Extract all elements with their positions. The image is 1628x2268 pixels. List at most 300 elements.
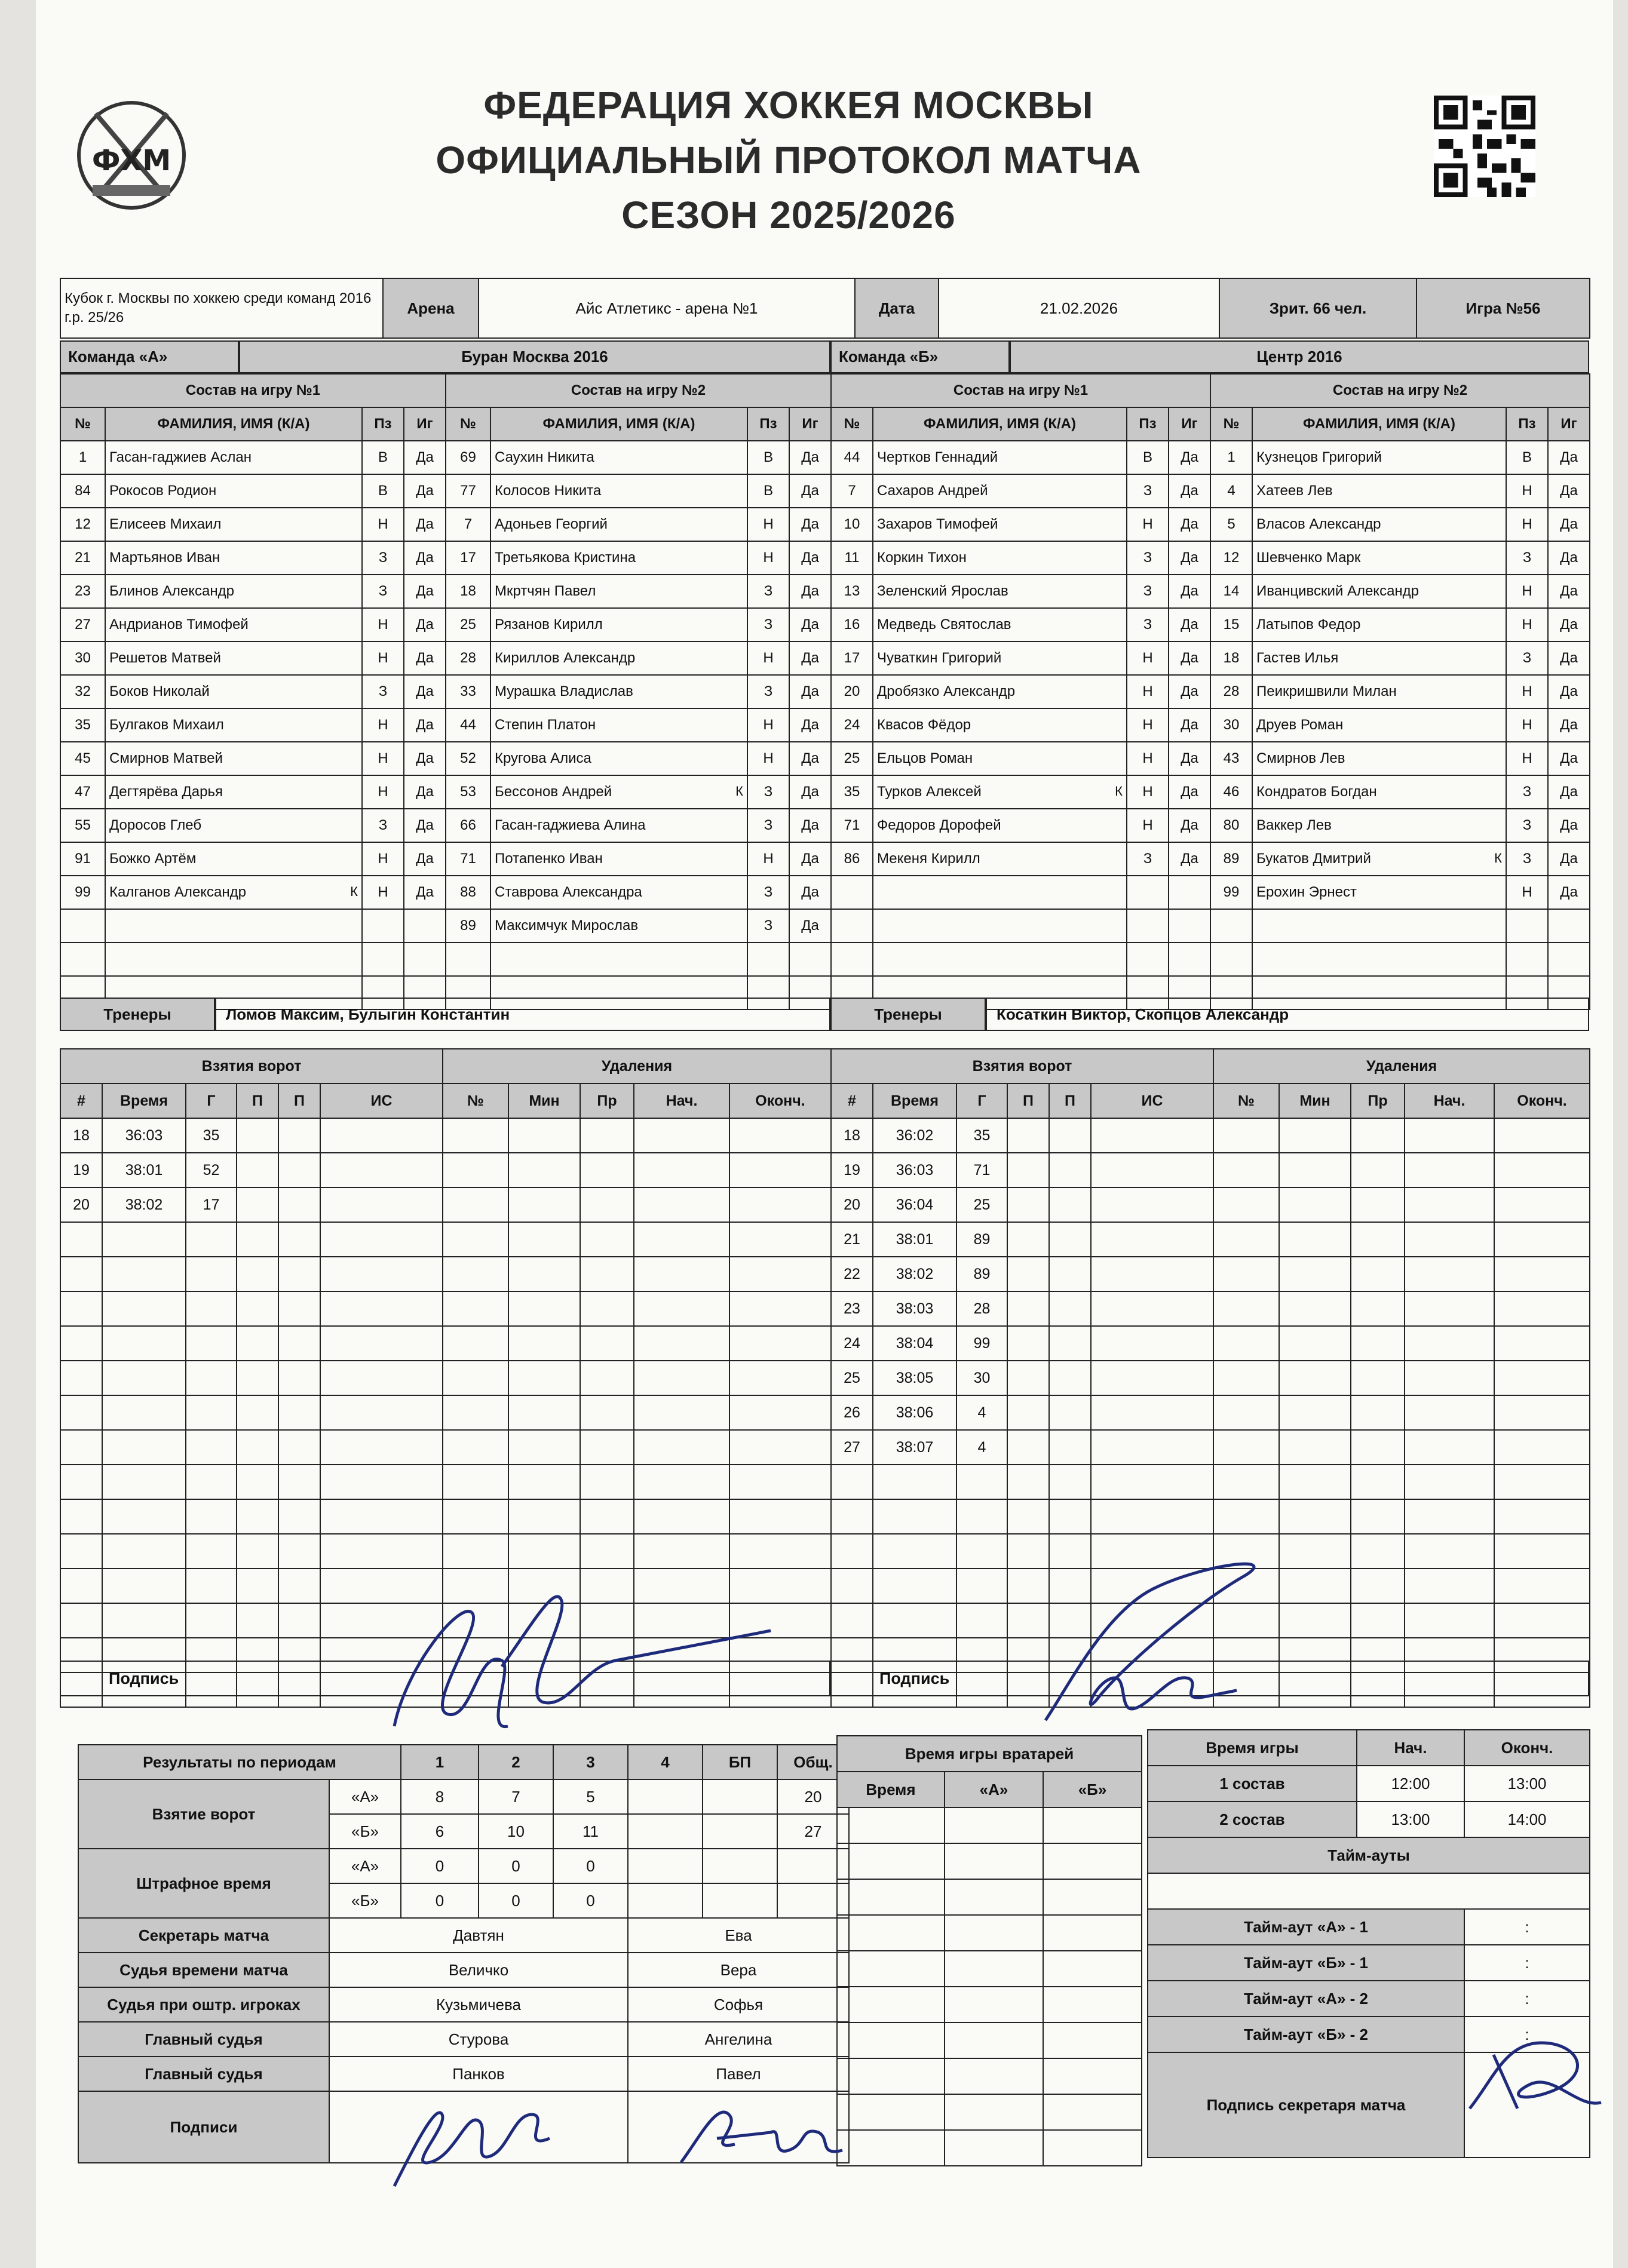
player-position: Н xyxy=(362,642,404,675)
penalty-cell xyxy=(1494,1326,1590,1361)
goalie-time-cell xyxy=(1043,1807,1142,1843)
penalty-cell xyxy=(1213,1395,1279,1430)
goalie-time-cell xyxy=(837,2023,945,2058)
penalty-cell xyxy=(729,1257,831,1291)
table-row xyxy=(1213,1430,1590,1465)
player-played: Да xyxy=(789,608,831,642)
goal-num xyxy=(831,1603,873,1638)
goal-is xyxy=(320,1465,443,1499)
penalty-cell xyxy=(1405,1465,1494,1499)
player-number: 21 xyxy=(60,541,105,575)
player-number xyxy=(831,909,873,943)
player-number: 89 xyxy=(1210,842,1252,876)
results-title: Результаты по периодам xyxy=(78,1745,401,1779)
player-name xyxy=(873,708,1127,742)
team-b-line-1-header-name: ФАМИЛИЯ, ИМЯ (К/А) xyxy=(873,407,1127,441)
goal-g: 35 xyxy=(956,1118,1007,1153)
team-a-roster-1 xyxy=(60,373,446,1010)
table-row xyxy=(60,608,446,642)
table-row xyxy=(60,1603,443,1638)
player-position: Н xyxy=(1506,876,1548,909)
table-row xyxy=(837,1879,1142,1915)
table-row xyxy=(1213,1153,1590,1187)
player-name-text: Кондратов Богдан xyxy=(1256,784,1377,800)
team-a-goals-header-is: ИС xyxy=(320,1084,443,1118)
goal-num xyxy=(60,1603,102,1638)
player-position: З xyxy=(747,675,789,708)
team-a-penalties-header-start: Нач. xyxy=(634,1084,729,1118)
player-position: З xyxy=(362,675,404,708)
goal-num: 27 xyxy=(831,1430,873,1465)
player-name xyxy=(490,775,747,809)
player-position xyxy=(1506,909,1548,943)
player-name-text: Букатов Дмитрий xyxy=(1256,851,1371,867)
team-b-roster-1 xyxy=(830,373,1211,1010)
penalty-cell xyxy=(1351,1187,1405,1222)
goal-num xyxy=(60,1326,102,1361)
player-number xyxy=(831,943,873,976)
table-row xyxy=(831,1153,1213,1187)
player-played: Да xyxy=(1169,708,1210,742)
player-position xyxy=(1127,909,1169,943)
player-name-text: Колосов Никита xyxy=(495,483,602,499)
goal-is xyxy=(320,1361,443,1395)
timeouts-blank xyxy=(1148,1873,1590,1909)
player-position: В xyxy=(747,474,789,508)
player-name xyxy=(105,708,362,742)
player-position: З xyxy=(1127,541,1169,575)
goal-a1 xyxy=(1007,1257,1049,1291)
player-position xyxy=(1127,876,1169,909)
table-row xyxy=(60,1291,443,1326)
player-played: Да xyxy=(1169,474,1210,508)
penalty-cell xyxy=(1279,1257,1351,1291)
player-position: Н xyxy=(1506,708,1548,742)
goal-is xyxy=(1091,1187,1213,1222)
penalty-cell xyxy=(1279,1499,1351,1534)
goal-a2 xyxy=(278,1326,320,1361)
penalty-cell xyxy=(729,1222,831,1257)
table-row xyxy=(831,708,1210,742)
table-row xyxy=(831,1361,1213,1395)
table-row xyxy=(443,1222,831,1257)
player-number: 13 xyxy=(831,575,873,608)
penalty-cell xyxy=(1351,1395,1405,1430)
player-number: 32 xyxy=(60,675,105,708)
player-played: Да xyxy=(404,742,446,775)
goalie-time-cell xyxy=(837,2130,945,2166)
penalty-cell xyxy=(729,1326,831,1361)
goal-a2 xyxy=(278,1187,320,1222)
player-number: 18 xyxy=(1210,642,1252,675)
player-name-text: Божко Артём xyxy=(109,851,197,867)
player-played: Да xyxy=(1169,742,1210,775)
team-a-line-1-header-pos: Пз xyxy=(362,407,404,441)
penalty-cell xyxy=(1405,1534,1494,1569)
player-number: 12 xyxy=(60,508,105,541)
player-name-text: Адоньев Георгий xyxy=(495,516,608,532)
player-played: Да xyxy=(404,508,446,541)
table-row xyxy=(1210,943,1590,976)
team-b-roster-2 xyxy=(1210,373,1590,1010)
table-row xyxy=(60,474,446,508)
goal-g xyxy=(956,1499,1007,1534)
player-played: Да xyxy=(1548,842,1590,876)
player-number: 99 xyxy=(60,876,105,909)
team-a-signature-label: Подпись xyxy=(109,1669,179,1687)
penalty-cell xyxy=(634,1499,729,1534)
penalty-cell xyxy=(1351,1465,1405,1499)
table-row xyxy=(60,775,446,809)
goalie-time-cell xyxy=(945,2094,1043,2130)
goal-time: 38:01 xyxy=(102,1153,186,1187)
table-row xyxy=(443,1430,831,1465)
pim-b-p3: 0 xyxy=(553,1883,628,1918)
player-position: В xyxy=(362,441,404,474)
table-row xyxy=(60,876,446,909)
goal-num xyxy=(831,1534,873,1569)
player-name xyxy=(105,541,362,575)
team-a-penalties-header-reason: Пр xyxy=(580,1084,634,1118)
goals-a-p2: 7 xyxy=(479,1779,553,1814)
goal-num: 26 xyxy=(831,1395,873,1430)
goal-is xyxy=(1091,1395,1213,1430)
table-row xyxy=(443,1499,831,1534)
team-a-label: Команда «А» xyxy=(60,340,239,373)
penalty-cell xyxy=(1213,1465,1279,1499)
player-played: Да xyxy=(789,708,831,742)
secretary-signature-box[interactable] xyxy=(1464,2052,1590,2157)
pim-a-p4 xyxy=(628,1849,703,1883)
goals-b-p4 xyxy=(628,1814,703,1849)
goal-time xyxy=(873,1499,956,1534)
goal-time xyxy=(102,1291,186,1326)
goal-is xyxy=(320,1187,443,1222)
goal-a1 xyxy=(1007,1465,1049,1499)
goal-g xyxy=(186,1534,237,1569)
goal-g xyxy=(956,1465,1007,1499)
table-row xyxy=(1213,1222,1590,1257)
team-b-name: Центр 2016 xyxy=(1010,340,1589,373)
team-a-line-1-header-played: Иг xyxy=(404,407,446,441)
goal-time xyxy=(873,1569,956,1603)
player-position: Н xyxy=(362,876,404,909)
captain-mark: К xyxy=(1115,784,1123,799)
goals-b-p3: 11 xyxy=(553,1814,628,1849)
penalty-cell xyxy=(1494,1534,1590,1569)
player-name-text: Ельцов Роман xyxy=(877,750,973,766)
table-row xyxy=(446,876,831,909)
penalty-cell xyxy=(1213,1187,1279,1222)
goal-is xyxy=(320,1569,443,1603)
player-name xyxy=(873,474,1127,508)
player-played: Да xyxy=(1169,541,1210,575)
player-played: Да xyxy=(1169,508,1210,541)
penalty-cell xyxy=(1351,1499,1405,1534)
goal-num: 19 xyxy=(831,1153,873,1187)
table-row xyxy=(60,675,446,708)
goalie-time-cell xyxy=(1043,2130,1142,2166)
table-row xyxy=(831,575,1210,608)
table-row xyxy=(1210,909,1590,943)
player-played: Да xyxy=(1548,876,1590,909)
fhm-logo xyxy=(72,96,191,215)
goal-is xyxy=(320,1395,443,1430)
goals-b-total: 27 xyxy=(777,1814,849,1849)
goal-is xyxy=(320,1257,443,1291)
table-row xyxy=(831,608,1210,642)
team-b-goals-header-g: Г xyxy=(956,1084,1007,1118)
player-number: 14 xyxy=(1210,575,1252,608)
player-number: 25 xyxy=(831,742,873,775)
table-row xyxy=(837,2094,1142,2130)
penalty-cell xyxy=(634,1465,729,1499)
goalie-time-cell xyxy=(837,1915,945,1951)
goal-a2 xyxy=(278,1569,320,1603)
referee-signature-1[interactable] xyxy=(329,2091,628,2163)
penalty-cell xyxy=(634,1569,729,1603)
team-a-penalties-title: Удаления xyxy=(443,1049,831,1084)
penalty-cell xyxy=(634,1361,729,1395)
penalty-cell xyxy=(508,1569,580,1603)
goalie-time-cell xyxy=(1043,1987,1142,2023)
goal-is xyxy=(1091,1291,1213,1326)
official-row xyxy=(78,2022,849,2057)
team-b-line-1-header-played: Иг xyxy=(1169,407,1210,441)
player-name-text: Смирнов Лев xyxy=(1256,750,1345,766)
penalty-cell xyxy=(508,1326,580,1361)
table-row xyxy=(831,876,1210,909)
player-name xyxy=(490,842,747,876)
penalty-cell xyxy=(729,1499,831,1534)
goal-num: 20 xyxy=(831,1187,873,1222)
goal-is xyxy=(320,1222,443,1257)
player-played: Да xyxy=(1548,742,1590,775)
goal-is xyxy=(320,1430,443,1465)
penalty-cell xyxy=(1405,1222,1494,1257)
player-name xyxy=(873,909,1127,943)
penalty-cell xyxy=(1279,1153,1351,1187)
line-2-start: 13:00 xyxy=(1357,1801,1464,1837)
pim-a-bp xyxy=(703,1849,777,1883)
player-name xyxy=(105,608,362,642)
team-b-coaches-label: Тренеры xyxy=(830,998,986,1031)
goal-a2 xyxy=(278,1395,320,1430)
title-line-3: СЕЗОН 2025/2026 xyxy=(621,194,956,237)
team-b-coaches xyxy=(830,998,1589,1031)
goal-a1 xyxy=(237,1291,278,1326)
player-played: Да xyxy=(1548,708,1590,742)
penalty-cell xyxy=(729,1187,831,1222)
goals-b-p1: 6 xyxy=(401,1814,479,1849)
player-name xyxy=(1252,742,1506,775)
team-b-penalties-header-reason: Пр xyxy=(1351,1084,1405,1118)
official-first-name: Ева xyxy=(628,1918,849,1953)
table-row xyxy=(446,742,831,775)
tournament-name: Кубок г. Москвы по хоккею среди команд 2016 г.р. 25/26 xyxy=(60,278,383,338)
team-b-line-1-header-num: № xyxy=(831,407,873,441)
player-name-text: Булгаков Михаил xyxy=(109,717,224,733)
table-row xyxy=(446,541,831,575)
player-played: Да xyxy=(404,809,446,842)
table-row xyxy=(831,742,1210,775)
player-played: Да xyxy=(404,642,446,675)
goalie-time-cell xyxy=(837,1843,945,1879)
player-number: 71 xyxy=(446,842,490,876)
player-position xyxy=(362,943,404,976)
penalty-cell xyxy=(1405,1603,1494,1638)
goal-num: 24 xyxy=(831,1326,873,1361)
goal-num xyxy=(60,1430,102,1465)
player-position: З xyxy=(747,608,789,642)
penalty-cell xyxy=(1213,1569,1279,1603)
table-row xyxy=(446,508,831,541)
table-row xyxy=(837,1843,1142,1879)
player-name-text: Бессонов Андрей xyxy=(495,784,612,800)
goal-time xyxy=(102,1499,186,1534)
pim-a-p3: 0 xyxy=(553,1849,628,1883)
player-name xyxy=(490,474,747,508)
goal-time: 36:03 xyxy=(102,1118,186,1153)
team-a-penalties-header-end: Оконч. xyxy=(729,1084,831,1118)
table-row xyxy=(60,1257,443,1291)
team-a-signature[interactable] xyxy=(60,1661,830,1696)
goal-time xyxy=(873,1603,956,1638)
player-number: 1 xyxy=(1210,441,1252,474)
goal-a2 xyxy=(1049,1153,1091,1187)
player-played: Да xyxy=(1548,809,1590,842)
table-row xyxy=(831,675,1210,708)
table-row xyxy=(60,1361,443,1395)
player-name-text: Мекеня Кирилл xyxy=(877,851,980,867)
player-position: З xyxy=(747,809,789,842)
team-a-penalties-header-min: Мин xyxy=(508,1084,580,1118)
player-name xyxy=(873,775,1127,809)
player-name xyxy=(490,575,747,608)
game-number: Игра №56 xyxy=(1417,278,1590,338)
player-name xyxy=(873,508,1127,541)
player-number: 18 xyxy=(446,575,490,608)
team-a-penalties-header-num: № xyxy=(443,1084,508,1118)
player-name-text: Третьякова Кристина xyxy=(495,550,636,566)
player-number: 45 xyxy=(60,742,105,775)
player-played: Да xyxy=(1548,474,1590,508)
penalty-cell xyxy=(1351,1603,1405,1638)
team-a-goals-title: Взятия ворот xyxy=(60,1049,443,1084)
goal-time xyxy=(102,1326,186,1361)
penalty-cell xyxy=(580,1499,634,1534)
game-time-end-col: Оконч. xyxy=(1464,1730,1590,1766)
player-name-text: Калганов Александр xyxy=(109,884,247,900)
penalty-cell xyxy=(634,1534,729,1569)
goal-a1 xyxy=(1007,1291,1049,1326)
table-row xyxy=(831,1499,1213,1534)
goal-a2 xyxy=(278,1153,320,1187)
referee-signature-2[interactable] xyxy=(628,2091,849,2163)
player-number: 44 xyxy=(446,708,490,742)
goal-a1 xyxy=(237,1465,278,1499)
penalty-cell xyxy=(1279,1118,1351,1153)
goal-g xyxy=(186,1326,237,1361)
player-name-text: Чертков Геннадий xyxy=(877,449,998,465)
player-name-text: Максимчук Мирослав xyxy=(495,917,639,934)
official-role: Главный судья xyxy=(78,2022,329,2057)
timeout-b-1-label: Тайм-аут «Б» - 1 xyxy=(1148,1945,1464,1981)
game-time-table xyxy=(1147,1729,1590,2158)
goal-is xyxy=(1091,1603,1213,1638)
player-played: Да xyxy=(1169,441,1210,474)
player-name-text: Андрианов Тимофей xyxy=(109,616,249,633)
team-b-signature[interactable] xyxy=(830,1661,1589,1696)
table-row xyxy=(1213,1257,1590,1291)
penalty-cell xyxy=(443,1118,508,1153)
table-row xyxy=(831,809,1210,842)
player-name xyxy=(105,876,362,909)
goal-is xyxy=(1091,1361,1213,1395)
player-number: 35 xyxy=(831,775,873,809)
goalie-time-cell xyxy=(945,2058,1043,2094)
player-number: 15 xyxy=(1210,608,1252,642)
table-row xyxy=(831,1118,1213,1153)
player-number: 28 xyxy=(1210,675,1252,708)
goal-is xyxy=(1091,1430,1213,1465)
table-row xyxy=(1213,1291,1590,1326)
player-played: Да xyxy=(1548,508,1590,541)
player-name xyxy=(490,742,747,775)
penalty-cell xyxy=(1213,1430,1279,1465)
table-row xyxy=(60,943,446,976)
penalty-cell xyxy=(1405,1326,1494,1361)
goal-a1 xyxy=(1007,1118,1049,1153)
timeout-b-1-value: : xyxy=(1464,1945,1590,1981)
penalty-cell xyxy=(580,1187,634,1222)
goal-time: 38:04 xyxy=(873,1326,956,1361)
player-name-text: Турков Алексей xyxy=(877,784,982,800)
goal-a2 xyxy=(278,1465,320,1499)
player-number xyxy=(60,909,105,943)
penalty-cell xyxy=(508,1465,580,1499)
player-played: Да xyxy=(1169,775,1210,809)
penalty-cell xyxy=(1213,1603,1279,1638)
player-number: 33 xyxy=(446,675,490,708)
team-a-line-2-header-pos: Пз xyxy=(747,407,789,441)
spectators-count: Зрит. 66 чел. xyxy=(1219,278,1417,338)
goal-a1 xyxy=(237,1326,278,1361)
table-row xyxy=(1210,508,1590,541)
player-name xyxy=(873,541,1127,575)
penalty-cell xyxy=(729,1153,831,1187)
goal-g: 89 xyxy=(956,1257,1007,1291)
penalty-cell xyxy=(443,1326,508,1361)
official-role: Судья времени матча xyxy=(78,1953,329,1987)
penalty-cell xyxy=(1405,1187,1494,1222)
goal-time: 38:07 xyxy=(873,1430,956,1465)
team-b-line-2-header-pos: Пз xyxy=(1506,407,1548,441)
player-played: Да xyxy=(404,675,446,708)
table-row xyxy=(446,809,831,842)
penalty-cell xyxy=(580,1291,634,1326)
penalty-cell xyxy=(1351,1291,1405,1326)
table-row xyxy=(1210,541,1590,575)
penalty-cell xyxy=(1213,1361,1279,1395)
penalty-cell xyxy=(580,1257,634,1291)
team-b-penalties-title: Удаления xyxy=(1213,1049,1590,1084)
player-name-text: Ерохин Эрнест xyxy=(1256,884,1357,900)
penalty-cell xyxy=(508,1430,580,1465)
team-b-goals-header-is: ИС xyxy=(1091,1084,1213,1118)
penalty-cell xyxy=(1351,1153,1405,1187)
goalie-time-cell xyxy=(945,2023,1043,2058)
